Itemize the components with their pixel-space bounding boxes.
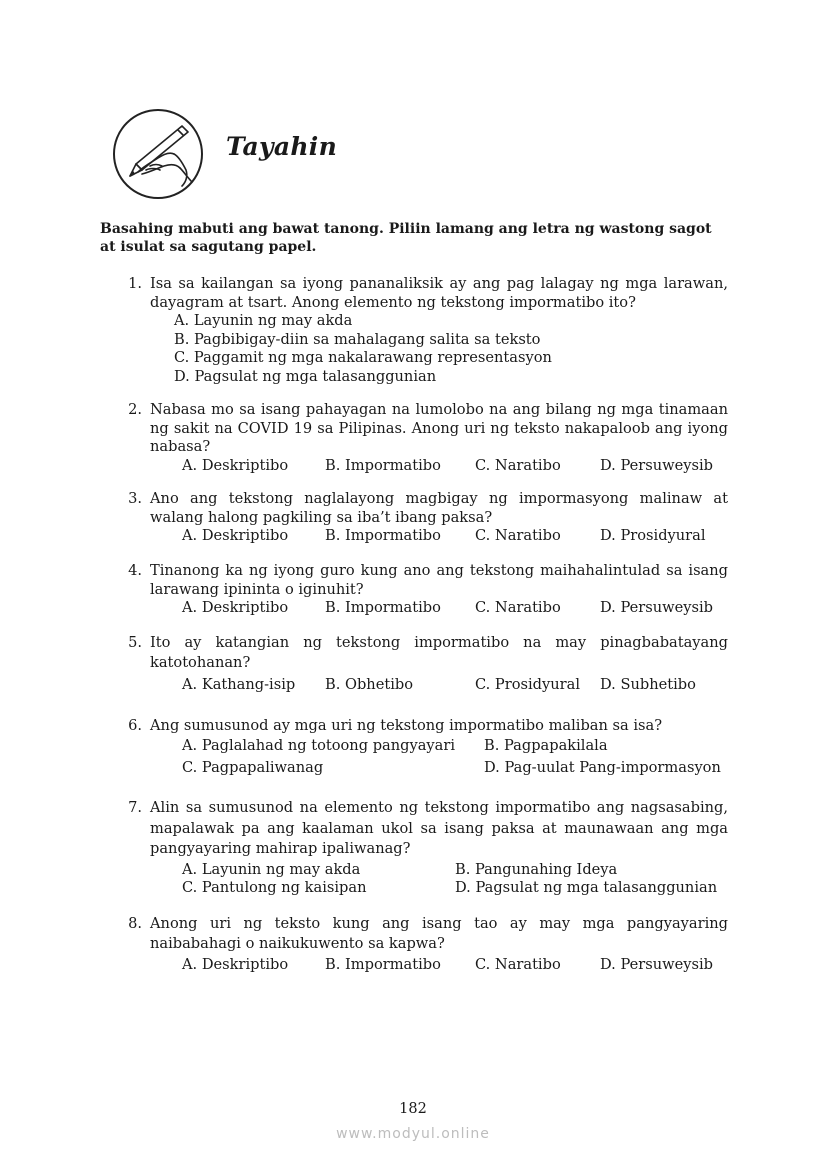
option-c: C. Prosidyural bbox=[475, 676, 580, 693]
question-1 bbox=[122, 275, 728, 386]
option-a: A. Deskriptibo bbox=[182, 599, 289, 616]
option-b: B. Obhetibo bbox=[325, 676, 414, 693]
question-3 bbox=[122, 490, 728, 546]
option-c: C. Naratibo bbox=[475, 599, 561, 616]
option-d: D. Subhetibo bbox=[600, 676, 696, 693]
option-c: C. Paggamit ng mga nakalarawang representasyon bbox=[174, 349, 552, 366]
question-number: 1. bbox=[128, 275, 142, 292]
watermark: www.modyul.online bbox=[336, 1126, 490, 1142]
option-a: A. Paglalahad ng totoong pangyayari bbox=[182, 737, 456, 754]
option-a: A. Layunin ng may akda bbox=[174, 312, 353, 329]
option-d: D. Persuweysib bbox=[600, 956, 713, 973]
question-stem: Ang sumusunod ay mga uri ng tekstong impormatibo maliban sa isa? bbox=[150, 717, 663, 734]
option-b: B. Pagbibigay-diin sa mahalagang salita sa teksto bbox=[174, 330, 541, 348]
question-number: 7. bbox=[128, 799, 142, 816]
page-number: 182 bbox=[399, 1101, 427, 1117]
option-c: C. Pagpapaliwanag bbox=[182, 759, 324, 776]
instructions: Basahing mabuti ang bawat tanong. Piliin lamang ang letra ng wastong sagot at isulat sa sagutang papel. bbox=[100, 221, 712, 255]
question-8 bbox=[122, 914, 728, 974]
question-7 bbox=[122, 798, 728, 897]
option-b: B. Impormatibo bbox=[325, 527, 441, 544]
pencil-hand-icon bbox=[112, 108, 204, 200]
option-c: C. Pantulong ng kaisipan bbox=[182, 879, 367, 896]
section-heading: Tayahin bbox=[226, 132, 338, 161]
option-c: C. Naratibo bbox=[475, 456, 561, 474]
question-2 bbox=[122, 401, 728, 476]
option-b: B. Pangunahing Ideya bbox=[455, 860, 618, 878]
option-c: C. Naratibo bbox=[475, 956, 561, 973]
option-d: D. Pagsulat ng mga talasanggunian bbox=[455, 879, 718, 896]
question-number: 3. bbox=[128, 490, 142, 507]
question-number: 6. bbox=[128, 717, 142, 734]
question-stem: Tinanong ka ng iyong guro kung ano ang tekstong maihahalintulad sa isang larawang ipininta o iginuhit? bbox=[150, 562, 728, 598]
question-5 bbox=[122, 633, 728, 694]
option-b: B. Pagpapakilala bbox=[484, 737, 608, 754]
question-stem: Ito ay katangian ng tekstong impormatibo na may pinagbabatayang katotohanan? bbox=[150, 634, 728, 671]
option-b: B. Impormatibo bbox=[325, 956, 441, 973]
question-stem: Isa sa kailangan sa iyong pananaliksik ay ang pag lalagay ng mga larawan, dayagram at tsart. Anong elemento ng tekstong impormatibo ito? bbox=[150, 275, 728, 311]
question-number: 8. bbox=[128, 915, 142, 932]
option-d: D. Pag-uulat Pang-impormasyon bbox=[484, 759, 721, 776]
question-stem: Alin sa sumusunod na elemento ng tekstong impormatibo ang nagsasabing, mapalawak pa ang kaalaman ukol sa isang paksa at maunawaan ang mga pangyayaring mahirap ipaliwanag? bbox=[150, 799, 728, 857]
question-number: 5. bbox=[128, 634, 142, 651]
question-6 bbox=[122, 716, 728, 778]
option-a: A. Layunin ng may akda bbox=[182, 860, 361, 878]
question-number: 2. bbox=[128, 401, 142, 418]
option-d: D. Persuweysib bbox=[600, 456, 713, 474]
option-a: A. Deskriptibo bbox=[182, 456, 289, 474]
question-stem: Nabasa mo sa isang pahayagan na lumolobo na ang bilang ng mga tinamaan ng sakit na COVID 19 sa Pilipinas. Anong uri ng teksto nakapaloob ang iyong nabasa? bbox=[150, 401, 728, 455]
option-c: C. Naratibo bbox=[475, 527, 561, 544]
question-stem: Anong uri ng teksto kung ang isang tao ay may mga pangyayaring naibabahagi o naikukuwento sa kapwa? bbox=[150, 915, 728, 952]
option-a: A. Deskriptibo bbox=[182, 956, 289, 973]
option-d: D. Persuweysib bbox=[600, 599, 713, 616]
option-d: D. Prosidyural bbox=[600, 527, 706, 544]
option-a: A. Deskriptibo bbox=[182, 527, 289, 544]
question-number: 4. bbox=[128, 562, 142, 579]
option-b: B. Impormatibo bbox=[325, 599, 441, 616]
question-stem: Ano ang tekstong naglalayong magbigay ng impormasyong malinaw at walang halong pagkiling sa iba’t ibang paksa? bbox=[150, 490, 728, 526]
option-b: B. Impormatibo bbox=[325, 456, 441, 474]
option-a: A. Kathang-isip bbox=[182, 676, 296, 693]
question-4 bbox=[122, 562, 728, 618]
option-d: D. Pagsulat ng mga talasanggunian bbox=[174, 367, 437, 385]
